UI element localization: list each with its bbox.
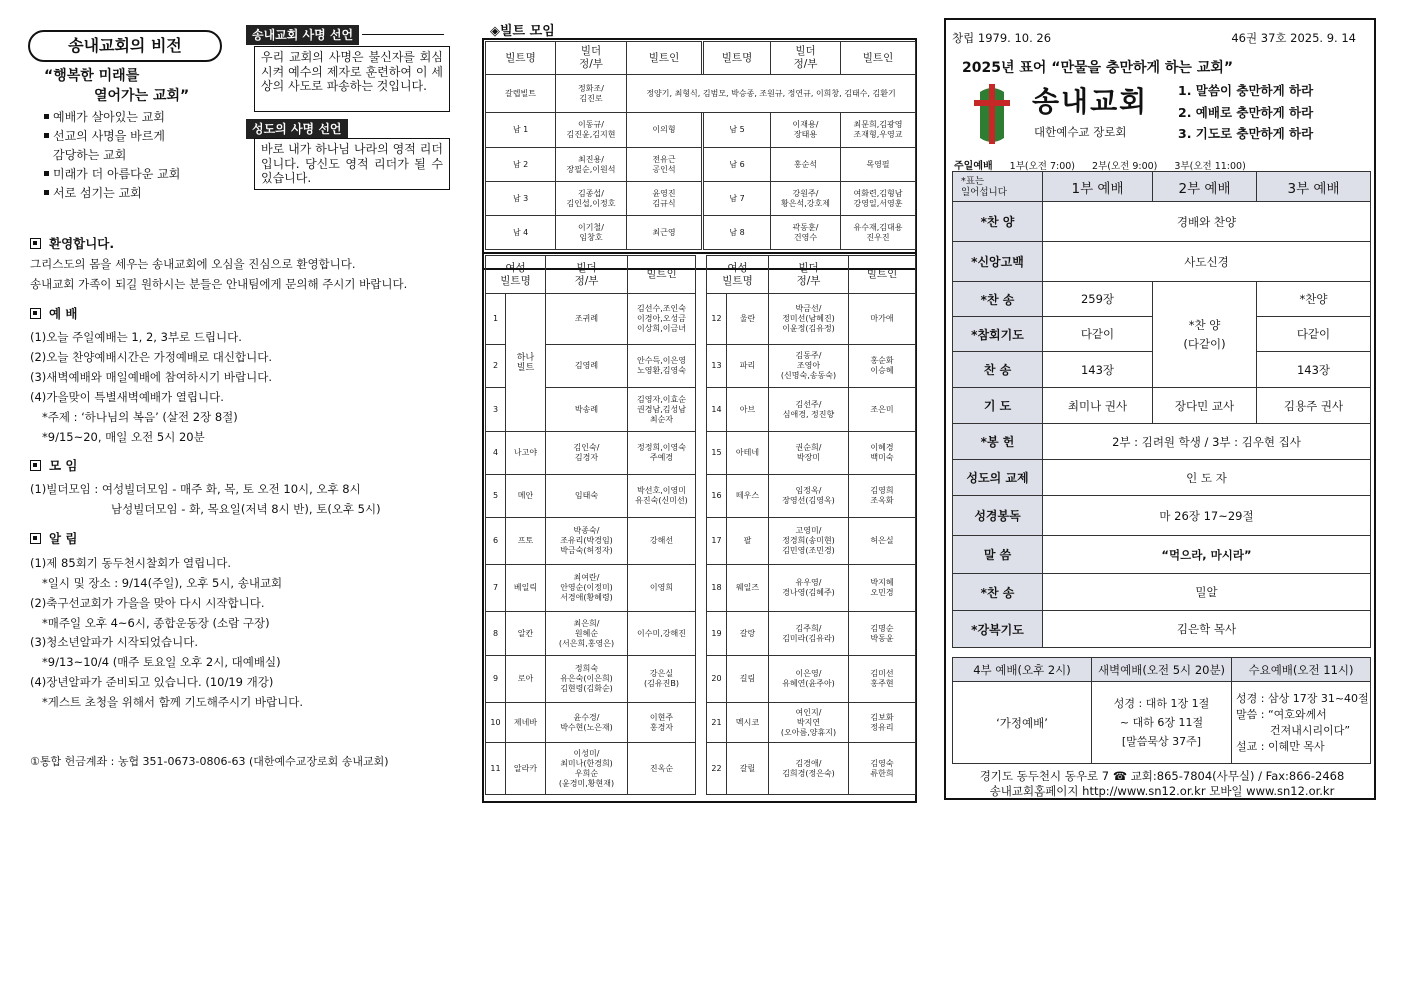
- table-row: *신앙고백 사도신경: [953, 242, 1371, 282]
- worship-line: (1)오늘 주일예배는 1, 2, 3부로 드립니다.: [30, 330, 242, 344]
- slogan-line-2: 열어가는 교회”: [94, 88, 190, 104]
- builder-name: 하나 빌트: [506, 294, 546, 432]
- table-row: 성경봉독 마 26장 17~29절: [953, 496, 1371, 536]
- church-address: 경기도 동두천시 동우로 7 ☎ 교회:865-7804(사무실) / Fax:866-2468: [979, 769, 1345, 783]
- men-rows: [485, 112, 916, 250]
- table-row: 21 멕시코 여인지/ 박지연 (오아름,양휴지) 김보화 정유리: [707, 703, 916, 743]
- table-row: 19 갈랑 김주희/ 김미라(김유라) 김명순 박동윤: [707, 612, 916, 656]
- col-header: 여성 빌트명: [486, 256, 546, 294]
- worship-line: *주제 : ‘하나님의 복음’ (살전 2장 8절): [42, 410, 238, 424]
- motto-item: 3. 기도로 충만하게 하라: [1178, 126, 1314, 141]
- vision-item: 선교의 사명을 바르게 감당하는 교회: [44, 127, 244, 165]
- builder-members: 정양기, 최형식, 김범모, 박승종, 조원규, 정연규, 이희창, 김태수, 김환기: [627, 75, 916, 113]
- bullet-square-icon: [44, 171, 49, 176]
- saints-title: 성도의 사명 선언: [246, 119, 348, 139]
- bullet-square-icon: [44, 190, 49, 195]
- col-header: 빌트명: [704, 42, 771, 75]
- builder-name: 갈렙빌트: [486, 75, 556, 113]
- other-services-table: [952, 657, 1371, 764]
- year-motto: 2025년 표어 “만물을 충만하게 하는 교회”: [962, 60, 1234, 76]
- table-row: 4 나고야 김인숙/ 김경자 정정희,이영숙 주예경: [486, 432, 696, 475]
- table-row: 5 메안 임태숙 박선호,이영미 유진숙(신미선): [486, 475, 696, 518]
- table-row: 12 울란 박금선/ 정미선(남혜진) 이윤정(김유정) 마가애: [707, 294, 916, 345]
- table-row: 3 박송례 김영자,이효순 권경남,김성남 최순자: [486, 388, 696, 432]
- builder-panel: [480, 18, 917, 805]
- table-row: *봉 헌 2부 : 김려원 학생 / 3부 : 김우현 집사: [953, 424, 1371, 460]
- worship-line: (2)오늘 찬양예배시간은 가정예배로 대신합니다.: [30, 350, 272, 364]
- col-header: 2부 예배: [1153, 172, 1257, 202]
- table-row: *찬 송 밀알: [953, 574, 1371, 611]
- table-row: 기 도 최미나 권사 장다민 교사 김용주 권사: [953, 388, 1371, 424]
- vision-slogan: [44, 66, 224, 106]
- saints-box: [254, 138, 450, 190]
- worship-line: (3)새벽예배와 매일예배에 참여하시기 바랍니다.: [30, 370, 272, 384]
- welcome-heading: 환영합니다.: [30, 234, 114, 252]
- news-line: (1)제 85회기 동두천시찰회가 열립니다.: [30, 556, 232, 570]
- news-line: *게스트 초청을 위해서 함께 기도해주시기 바랍니다.: [42, 695, 303, 709]
- table-row: 남 2 최진용/ 장필순,이원석 전유근 공인석 남 6 홍순석 목영필: [486, 148, 916, 182]
- vision-item: 예배가 살아있는 교회: [44, 108, 244, 127]
- motto-item: 2. 예배로 충만하게 하라: [1178, 104, 1314, 120]
- divider: [362, 34, 444, 35]
- table-row: 15 아테네 권순희/ 박장미 이혜경 백미숙: [707, 432, 916, 475]
- col-header: 빌트인: [841, 42, 916, 75]
- table-row: 16 떼우스 임정옥/ 장영선(김영옥) 김영희 조옥화: [707, 475, 916, 518]
- stand-note: *표는 일어섭니다: [953, 172, 1043, 202]
- galeb-row: [485, 74, 916, 113]
- vision-title: 송내교회의 비전: [28, 30, 222, 62]
- meeting-heading: 모 임: [30, 456, 78, 474]
- slogan-line-1: “행복한 미래를: [44, 68, 140, 84]
- builder-title: ◈빌트 모임: [490, 24, 555, 39]
- col-header: 빌트명: [486, 42, 556, 75]
- table-row: *참회기도 다같이 다같이: [953, 317, 1371, 352]
- box-bullet-icon: [30, 533, 41, 544]
- saints-text: 바로 내가 하나님 나라의 영적 리더입니다. 당신도 영적 리더가 될 수 있습니다.: [261, 142, 443, 185]
- denomination: 대한예수교 장로회: [1034, 125, 1127, 139]
- col-header: 새벽예배(오전 5시 20분): [1092, 658, 1232, 682]
- news-line: (2)축구선교회가 가을을 맞아 다시 시작합니다.: [30, 596, 265, 610]
- men-table-right-header: [703, 41, 916, 75]
- founded-date: 창립 1979. 10. 26: [952, 31, 1052, 45]
- table-row: 17 팔 고영미/ 정경희(송미현) 김민영(조민경) 허은실: [707, 518, 916, 565]
- motto-item: 1. 말씀이 충만하게 하라: [1178, 83, 1314, 98]
- table-row: 남 1 이동규/ 김진윤,김지현 이의형 남 5 이재용/ 장태용 최문희,김광영 조재형,우영교: [486, 113, 916, 148]
- table-row: 13 파리 김동주/ 조영아 (신명숙,송동숙) 홍순화 이승혜: [707, 345, 916, 388]
- col-header: 1부 예배: [1043, 172, 1153, 202]
- church-mottos: [1178, 80, 1313, 145]
- table-row: 11 알라카 이성미/ 최미나(한경희) 우희순 (윤경미,황현재) 진옥순: [486, 743, 696, 795]
- table-row: 남 4 이기철/ 임창호 최근영 남 8 곽동훈/ 건영수 유수재,김대용 진우진: [486, 216, 916, 250]
- box-bullet-icon: [30, 460, 41, 471]
- table-row: 10 제네바 윤수경/ 박수현(노은재) 이현주 홍경자: [486, 703, 696, 743]
- table-row: ‘가정예배’ 성경 : 대하 1장 1절 ~ 대하 6장 11절 [말씀묵상 37주] 성경 : 삼상 17장 31~40절 말씀 : “여호와께서 건져내시리이다” 설교 : 이혜만 목사: [953, 682, 1371, 764]
- mission-title: 송내교회 사명 선언: [246, 25, 359, 45]
- col-header: 3부 예배: [1257, 172, 1371, 202]
- mission-box: [254, 46, 450, 112]
- table-row: 1 하나 빌트 조귀례 김선수,조인숙 이경아,오성금 이상희,이금녀: [486, 294, 696, 345]
- mission-text: 우리 교회의 사명은 불신자를 회심시켜 예수의 제자로 훈련하여 이 세상의 사도로 파송하는 것입니다.: [261, 50, 443, 93]
- worship-order-table: [952, 171, 1371, 648]
- offering-account: ①통합 헌금계좌 : 농협 351-0673-0806-63 (대한예수교장로회 송내교회): [30, 755, 389, 768]
- bullet-square-icon: [44, 114, 49, 119]
- worship-line: (4)가을맞이 특별새벽예배가 열립니다.: [30, 390, 224, 404]
- col-header: 빌더 정/부: [556, 42, 627, 75]
- col-header: 빌트인: [849, 256, 916, 294]
- table-row: 8 알칸 최은희/ 원혜순 (서은희,홍영은) 이수미,강해진: [486, 612, 696, 656]
- col-header: 빌더 정/부: [769, 256, 849, 294]
- col-header: 여성 빌트명: [707, 256, 769, 294]
- table-row: *강복기도 김은학 목사: [953, 611, 1371, 648]
- welcome-line: 송내교회 가족이 되길 원하시는 분들은 안내팀에게 문의해 주시기 바랍니다.: [30, 277, 408, 291]
- worship-line: *9/15~20, 매일 오전 5시 20분: [42, 430, 205, 444]
- left-panel: [22, 22, 452, 822]
- col-header: 빌더 정/부: [546, 256, 628, 294]
- news-line: (3)청소년알파가 시작되었습니다.: [30, 635, 199, 649]
- women-table-left: [485, 255, 696, 795]
- table-row: 20 길림 이은영/ 유혜연(윤주아) 김미선 홍주현: [707, 656, 916, 703]
- church-name: 송내교회: [1032, 85, 1149, 118]
- vision-item: 서로 섬기는 교회: [44, 184, 244, 203]
- news-line: (4)장년알파가 준비되고 있습니다. (10/19 개강): [30, 675, 274, 689]
- table-row: 말 씀 “먹으라, 마시라”: [953, 536, 1371, 574]
- bullet-square-icon: [44, 133, 49, 138]
- church-cross-logo-icon: [972, 82, 1012, 146]
- meeting-line: (1)빌더모임 : 여성빌더모임 - 매주 화, 목, 토 오전 10시, 오후 8시: [30, 482, 361, 496]
- vision-list: [44, 108, 244, 203]
- welcome-line: 그리스도의 몸을 세우는 송내교회에 오심을 진심으로 환영합니다.: [30, 257, 356, 271]
- table-row: 9 로아 정희숙 유은숙(이은희) 김현령(김화순) 강은실 (김유진B): [486, 656, 696, 703]
- news-heading: 알 림: [30, 529, 78, 547]
- vision-item: 미래가 더 아름다운 교회: [44, 165, 244, 184]
- news-line: *일시 및 장소 : 9/14(주일), 오후 5시, 송내교회: [42, 576, 283, 590]
- col-header: 빌더 정/부: [771, 42, 841, 75]
- church-homepage[interactable]: 송내교회홈페이지 http://www.sn12.or.kr 모바일 www.sn12.or.kr: [989, 784, 1335, 798]
- table-row: *찬 양 경배와 찬양: [953, 202, 1371, 242]
- service-times: 주일예배 1부(오전 7:00) 2부(오전 9:00) 3부(오전 11:00): [954, 161, 1246, 172]
- news-line: *9/13~10/4 (매주 토요일 오후 2시, 대예배실): [42, 655, 281, 669]
- builder-leader: 정화조/ 김진로: [556, 75, 627, 113]
- box-bullet-icon: [30, 308, 41, 319]
- table-row: 14 아브 김선주/ 심애경, 정진향 조은미: [707, 388, 916, 432]
- men-table-left: [485, 41, 702, 75]
- meeting-line: 남성빌더모임 - 화, 목요일(저녁 8시 반), 토(오후 5시): [111, 502, 381, 516]
- news-line: *매주일 오후 4~6시, 종합운동장 (소람 구장): [42, 616, 270, 630]
- issue-number: 46권 37호 2025. 9. 14: [1231, 31, 1356, 45]
- worship-heading: 예 배: [30, 304, 78, 322]
- table-row: 7 베일릭 최여란/ 안영순(이정미) 서경애(황혜령) 이영희: [486, 565, 696, 612]
- col-header: 빌트인: [627, 42, 702, 75]
- table-row: 18 웨일즈 유우영/ 경나영(김혜주) 박지혜 오민경: [707, 565, 916, 612]
- table-row: 성도의 교제 인 도 자: [953, 460, 1371, 496]
- col-header: 4부 예배(오후 2시): [953, 658, 1092, 682]
- col-header: 빌트인: [628, 256, 696, 294]
- table-row: 찬 송 143장 143장: [953, 352, 1371, 388]
- table-row: 22 갈릴 김경애/ 김희경(정은숙) 김영숙 류한희: [707, 743, 916, 795]
- table-row: 2 김영례 안수득,이은영 노영환,김영숙: [486, 345, 696, 388]
- table-row: 6 프토 박종숙/ 조유리(박경임) 박금숙(허정자) 강해선: [486, 518, 696, 565]
- box-bullet-icon: [30, 238, 41, 249]
- table-row: *찬 송 259장 *찬 양 (다같이) *찬양: [953, 282, 1371, 317]
- table-row: 남 3 김종섭/ 김인섭,이정호 윤영진 김규식 남 7 강원주/ 황은석,강호제 여화련,김형남 강영일,서영훈: [486, 182, 916, 216]
- bulletin-panel: [944, 18, 1376, 800]
- col-header: 수요예배(오전 11시): [1232, 658, 1371, 682]
- women-table-right: [706, 255, 916, 795]
